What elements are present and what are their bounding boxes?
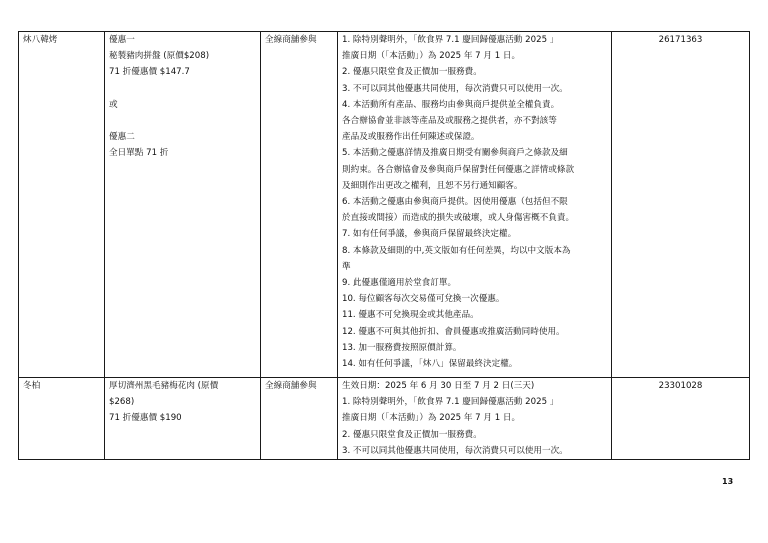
terms-line: 推廣日期（「本活動」）為 2025 年 7 月 1 日。 bbox=[342, 51, 521, 62]
merchant-name-cell bbox=[19, 32, 105, 378]
offer-cell bbox=[105, 32, 261, 378]
terms-line: 12. 優惠不可與其他折扣、會員優惠或推廣活動同時使用。 bbox=[342, 326, 565, 337]
code-cell bbox=[612, 378, 750, 460]
offer-terms-table bbox=[18, 31, 750, 460]
terms-line: 1. 除特別聲明外，「飲食界 7.1 慶回歸優惠活動 2025 」 bbox=[342, 397, 559, 408]
offer-line: 全日單點 71 折 bbox=[109, 148, 169, 159]
terms-line: 4. 本活動所有產品、服務均由參與商戶提供並全權負責。 bbox=[342, 99, 560, 110]
blank-line bbox=[109, 81, 256, 97]
offer-table-section bbox=[18, 31, 750, 460]
merchant-name: 冬柏 bbox=[23, 381, 41, 391]
offer-rows bbox=[19, 32, 750, 460]
terms-line: 5. 本活動之優惠詳情及推廣日期受有關參與商戶之條款及細 bbox=[342, 148, 568, 159]
blank-line bbox=[109, 113, 256, 129]
table-row bbox=[19, 378, 750, 460]
terms-line: 9. 此優惠僅適用於堂食訂單。 bbox=[342, 278, 457, 289]
terms-line: 6. 本活動之優惠由參與商戶提供。因使用優惠（包括但不限 bbox=[342, 197, 568, 208]
offer-line: 優惠二 bbox=[109, 132, 135, 143]
offer-line: 秘製豬肉拼盤 (原價$208) bbox=[109, 51, 210, 62]
scope-cell bbox=[261, 378, 338, 460]
code-cell bbox=[612, 32, 750, 378]
terms-line: 2. 優惠只限堂食及正價加一服務費。 bbox=[342, 429, 482, 440]
terms-line: 10. 每位顧客每次交易僅可兌換一次優惠。 bbox=[342, 294, 505, 305]
terms-line: 3. 不可以同其他優惠共同使用，每次消費只可以使用一次。 bbox=[342, 445, 568, 456]
terms-cell bbox=[338, 378, 612, 460]
terms-line: 及細則作出更改之權利，且恕不另行通知顧客。 bbox=[342, 180, 523, 191]
page-number: 13 bbox=[722, 477, 734, 486]
terms-line: 7. 如有任何爭議，參與商戶保留最終決定權。 bbox=[342, 229, 517, 240]
terms-line: 推廣日期（「本活動」）為 2025 年 7 月 1 日。 bbox=[342, 413, 521, 424]
terms-line: 13. 加一服務費按照原價計算。 bbox=[342, 342, 462, 353]
terms-cell bbox=[338, 32, 612, 378]
terms-line: 產品及或服務作出任何陳述或保證。 bbox=[342, 132, 480, 143]
offer-line: $268) bbox=[109, 397, 135, 408]
terms-line: 1. 除特別聲明外，「飲食界 7.1 慶回歸優惠活動 2025 」 bbox=[342, 35, 559, 45]
participation-scope: 全線商舖參與 bbox=[265, 35, 317, 45]
terms-line: 11. 優惠不可兌換現金或其他產品。 bbox=[342, 310, 479, 321]
offer-line: 優惠一 bbox=[109, 35, 135, 45]
terms-line: 3. 不可以同其他優惠共同使用，每次消費只可以使用一次。 bbox=[342, 83, 568, 94]
offer-line: 厚切濟州黑毛豬梅花肉 (原價 bbox=[109, 381, 219, 391]
offer-line: 71 折優惠價 $147.7 bbox=[109, 67, 190, 78]
terms-line: 2. 優惠只限堂食及正價加一服務費。 bbox=[342, 67, 482, 78]
participation-scope: 全線商舖參與 bbox=[265, 381, 317, 391]
offer-line: 或 bbox=[109, 99, 118, 110]
scope-cell bbox=[261, 32, 338, 378]
merchant-name: 炑八韓烤 bbox=[23, 35, 58, 45]
merchant-code: 26171363 bbox=[658, 35, 703, 45]
terms-line: 各合辦協會並非該等產品及或服務之提供者，亦不對該等 bbox=[342, 116, 557, 127]
table-row bbox=[19, 32, 750, 378]
terms-line: 於直接或間接）而造成的損失或破壞，或人身傷害概不負責。 bbox=[342, 213, 575, 224]
merchant-name-cell bbox=[19, 378, 105, 460]
terms-line: 準 bbox=[342, 261, 351, 272]
offer-cell bbox=[105, 378, 261, 460]
terms-line: 生效日期：2025 年 6 月 30 日至 7 月 2 日(三天) bbox=[342, 381, 535, 391]
merchant-code: 23301028 bbox=[658, 381, 703, 391]
offer-line: 71 折優惠價 $190 bbox=[109, 413, 182, 424]
terms-line: 則約束。各合辦協會及參與商戶保留對任何優惠之詳情或條款 bbox=[342, 164, 575, 175]
terms-line: 8. 本條款及細則的中,英文版如有任何差異，均以中文版本為 bbox=[342, 245, 571, 256]
terms-line: 14. 如有任何爭議，「炑八」保留最終決定權。 bbox=[342, 359, 518, 370]
